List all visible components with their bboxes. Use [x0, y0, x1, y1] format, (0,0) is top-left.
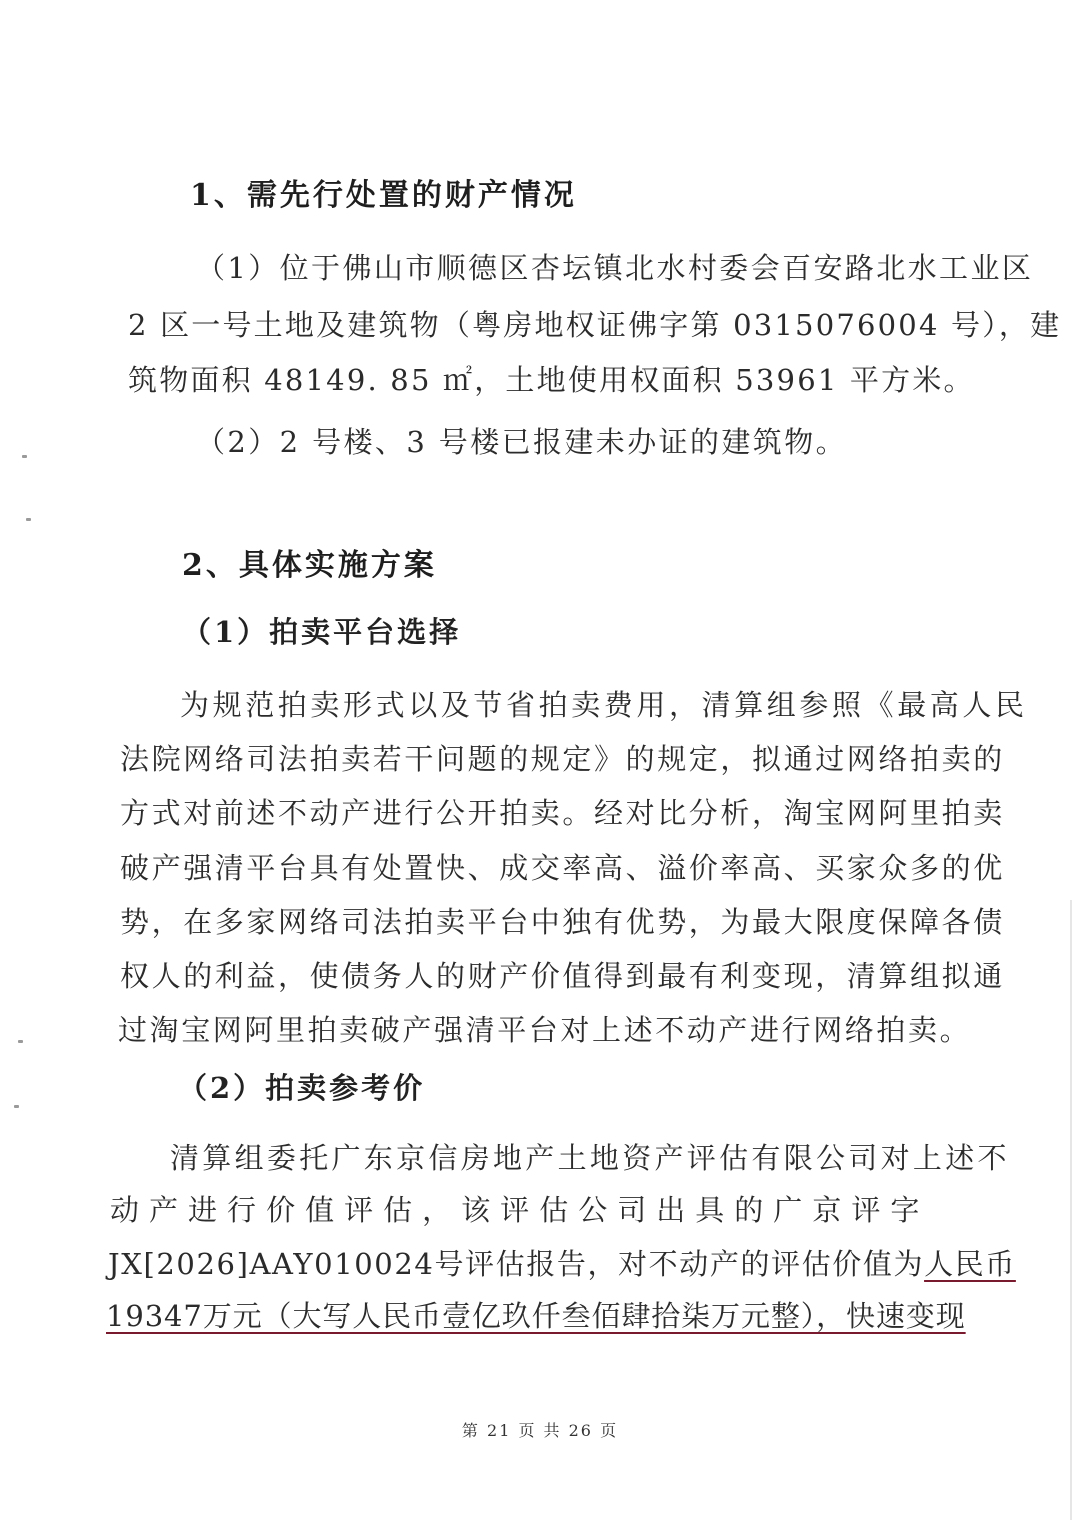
- subheading-platform: （1）拍卖平台选择: [182, 615, 462, 649]
- scan-speck: [22, 455, 27, 458]
- page-number: 第 21 页 共 26 页: [461, 1421, 619, 1440]
- para2-line-4: 19347万元（大写人民币壹亿玖仟叁佰肆拾柒万元整），快速变现: [106, 1299, 966, 1333]
- para2-line-2: 动 产 进 行 价 值 评 估 ， 该 评 估 公 司 出 具 的 广 京 评 字: [110, 1193, 920, 1227]
- scan-speck: [26, 518, 31, 521]
- para1-line-7: 过淘宝网阿里拍卖破产强清平台对上述不动产进行网络拍卖。: [118, 1013, 972, 1047]
- underlined-amount-start: 人民币: [924, 1247, 1016, 1281]
- para1-line-5: 势，在多家网络司法拍卖平台中独有优势，为最大限度保障各债: [120, 905, 1005, 939]
- para1-line-2: 法院网络司法拍卖若干问题的规定》的规定，拟通过网络拍卖的: [120, 742, 1005, 776]
- para1-line-6: 权人的利益，使债务人的财产价值得到最有利变现，清算组拟通: [120, 959, 1005, 993]
- item1-line-3: 筑物面积 48149. 85 ㎡，土地使用权面积 53961 平方米。: [128, 363, 975, 397]
- section-heading-2: 2、具体实施方案: [182, 548, 437, 583]
- scan-speck: [18, 1040, 23, 1043]
- para1-line-1: 为规范拍卖形式以及节省拍卖费用，清算组参照《最高人民: [180, 688, 1028, 722]
- para1-line-4: 破产强清平台具有处置快、成交率高、溢价率高、买家众多的优: [120, 851, 1005, 885]
- subheading-reference-price: （2）拍卖参考价: [178, 1071, 426, 1105]
- item1-line-1: （1）位于佛山市顺德区杏坛镇北水村委会百安路北水工业区: [196, 251, 1034, 285]
- report-number-text: JX[2026]AAY010024号评估报告，对不动产的评估价值为: [108, 1247, 925, 1281]
- para2-line-1: 清算组委托广东京信房地产土地资产评估有限公司对上述不: [170, 1141, 1010, 1175]
- item1-line-2: 2 区一号土地及建筑物（粤房地权证佛字第 0315076004 号），建: [128, 308, 1062, 342]
- para2-line-3: [108, 1246, 1016, 1282]
- scan-speck: [14, 1105, 19, 1108]
- section-heading-1: 1、需先行处置的财产情况: [190, 178, 577, 213]
- para1-line-3: 方式对前述不动产进行公开拍卖。经对比分析，淘宝网阿里拍卖: [120, 796, 1005, 830]
- item2-line: （2）2 号楼、3 号楼已报建未办证的建筑物。: [196, 425, 847, 459]
